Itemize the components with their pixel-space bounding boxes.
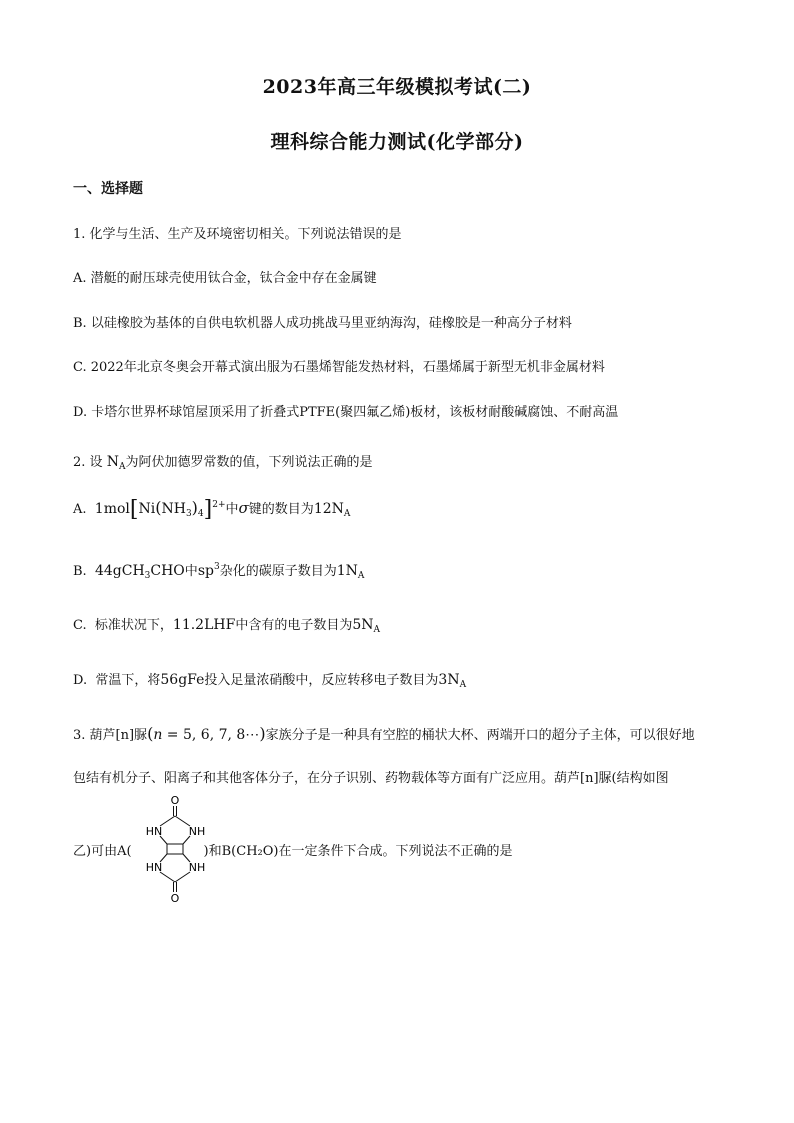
question-1-option-c: C. 2022年北京冬奥会开幕式演出服为石墨烯智能发热材料，石墨烯属于新型无机非金属材料 — [73, 360, 605, 375]
question-2-option-b: B. 44gCH$_3$CHO中$sp^3$杂化的碳原子数目为$1N_A$ — [73, 562, 365, 581]
question-3-stem-line-3: 乙)可由A( )和B(CH₂O)在一定条件下合成。下列说法不正确的是 — [73, 844, 513, 859]
molecule-hn-top-left: HN — [145, 825, 163, 838]
exam-title: 2023年高三年级模拟考试(二) — [262, 76, 532, 98]
molecule-nh-top-right: NH — [188, 825, 206, 838]
section-heading: 一、选择题 — [73, 181, 143, 197]
molecule-o-top: O — [170, 794, 180, 807]
question-2-stem: 2. 设 $N_A$为阿伏加德罗常数的值，下列说法正确的是 — [73, 454, 373, 472]
question-2-option-a: A. $1mol[Ni(NH_3)_4]^{2+}$中σ键的数目为$12N_A$ — [73, 497, 351, 522]
question-1-stem: 1. 化学与生活、生产及环境密切相关。下列说法错误的是 — [73, 227, 402, 242]
glycoluril-structure — [140, 794, 210, 904]
molecule-nh-bottom-right: NH — [188, 861, 206, 874]
question-3-stem-line-1: 3. 葫芦[n]脲(n = 5, 6, 7, 8⋯)家族分子是一种具有空腔的桶状大杯、两端开口的超分子主体，可以很好地 — [73, 724, 695, 743]
question-2-option-c: C. 标准状况下，11.2LHF中含有的电子数目为$5N_A$ — [73, 617, 380, 635]
question-1-option-d: D. 卡塔尔世界杯球馆屋顶采用了折叠式PTFE(聚四氟乙烯)板材，该板材耐酸碱腐蚀、不耐高温 — [73, 405, 619, 420]
question-3-stem-line-2: 包结有机分子、阳离子和其他客体分子，在分子识别、药物载体等方面有广泛应用。葫芦[n]脲(结构如图 — [73, 771, 669, 786]
molecule-o-bottom: O — [170, 892, 180, 904]
question-1-option-a: A. 潜艇的耐压球壳使用钛合金，钛合金中存在金属键 — [73, 271, 377, 286]
question-2-option-d: D. 常温下，将56gFe投入足量浓硝酸中，反应转移电子数目为$3N_A$ — [73, 672, 467, 690]
molecule-hn-bottom-left: HN — [145, 861, 163, 874]
exam-subtitle: 理科综合能力测试(化学部分) — [270, 131, 524, 153]
question-1-option-b: B. 以硅橡胶为基体的自供电软机器人成功挑战马里亚纳海沟，硅橡胶是一种高分子材料 — [73, 316, 572, 331]
